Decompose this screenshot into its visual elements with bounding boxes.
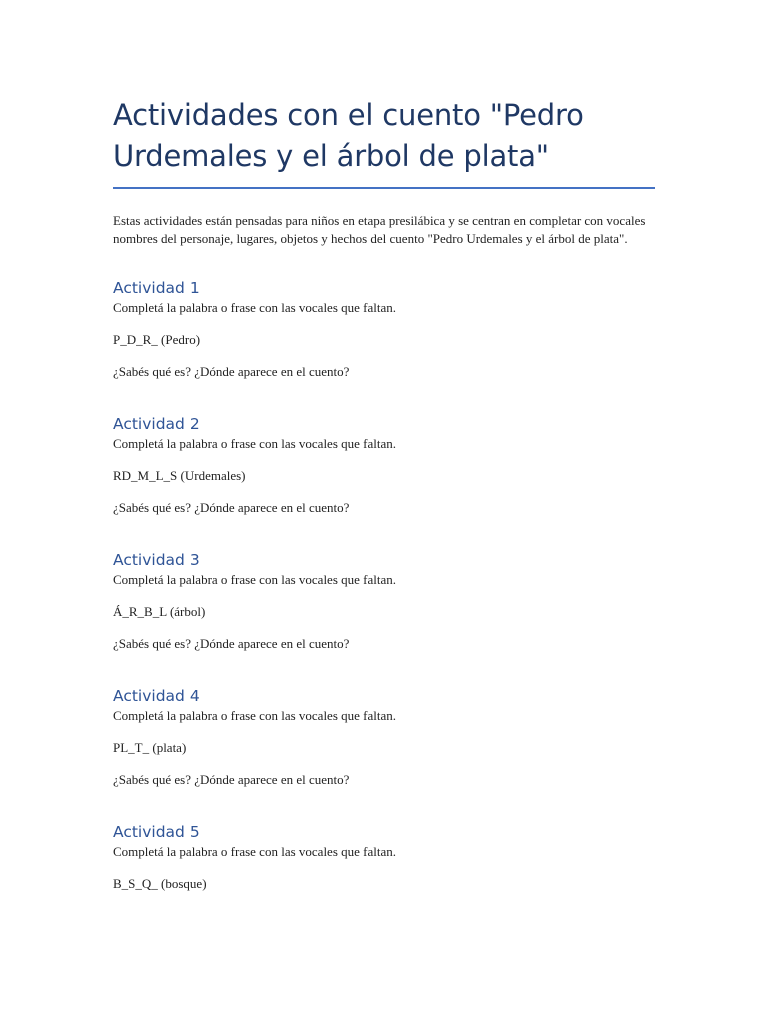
activity-question: ¿Sabés qué es? ¿Dónde aparece en el cuento? [113, 500, 350, 515]
activity-instruction: Completá la palabra o frase con las vocales que faltan. [113, 300, 396, 315]
activity-5 [113, 821, 655, 893]
activity-4 [113, 685, 655, 789]
activity-word: Á_R_B_L (árbol) [113, 604, 206, 619]
activity-word: RD_M_L_S (Urdemales) [113, 468, 246, 483]
activity-heading: Actividad 5 [113, 823, 200, 841]
activity-heading: Actividad 3 [113, 551, 200, 569]
document-title: Actividades con el cuento "Pedro Urdemales y el árbol de plata" [113, 95, 655, 189]
activity-instruction: Completá la palabra o frase con las vocales que faltan. [113, 572, 396, 587]
activity-question: ¿Sabés qué es? ¿Dónde aparece en el cuento? [113, 636, 350, 651]
activity-heading: Actividad 1 [113, 279, 200, 297]
activity-2 [113, 413, 655, 517]
activity-1 [113, 277, 655, 381]
activity-instruction: Completá la palabra o frase con las vocales que faltan. [113, 436, 396, 451]
activity-question: ¿Sabés qué es? ¿Dónde aparece en el cuento? [113, 772, 350, 787]
activity-word: PL_T_ (plata) [113, 740, 187, 755]
activity-3 [113, 549, 655, 653]
activity-instruction: Completá la palabra o frase con las vocales que faltan. [113, 844, 396, 859]
intro-paragraph: Estas actividades están pensadas para niños en etapa presilábica y se centran en completar con vocales nombres del personaje, lugares, objetos y hechos del cuento "Pedro Urdemales y el árbol de plata". [113, 213, 646, 246]
activity-question: ¿Sabés qué es? ¿Dónde aparece en el cuento? [113, 364, 350, 379]
activity-heading: Actividad 2 [113, 415, 200, 433]
activity-word: P_D_R_ (Pedro) [113, 332, 201, 347]
activity-word: B_S_Q_ (bosque) [113, 876, 207, 891]
document-page [113, 95, 655, 893]
activity-heading: Actividad 4 [113, 687, 200, 705]
activity-instruction: Completá la palabra o frase con las vocales que faltan. [113, 708, 396, 723]
